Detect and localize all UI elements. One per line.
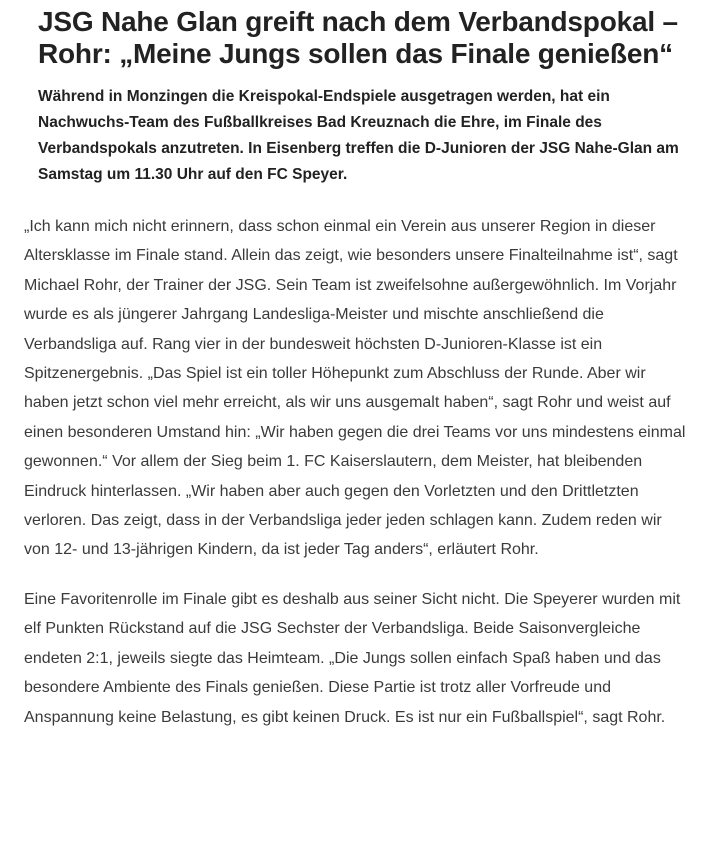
article-body: [24, 212, 690, 732]
article-headline: JSG Nahe Glan greift nach dem Verbandspokal – Rohr: „Meine Jungs sollen das Finale genießen“: [38, 6, 678, 69]
article-paragraph: „Ich kann mich nicht erinnern, dass schon einmal ein Verein aus unserer Region in dieser Altersklasse im Finale stand. Allein das zeigt, wie besonders unsere Finalteilnahme ist“, sagt Michael Rohr, der Trainer der JSG. Sein Team ist zweifelsohne außergewöhnlich. Im Vorjahr wurde es als jüngerer Jahrgang Landesliga-Meister und mischte anschließend die Verbandsliga auf. Rang vier in der bundesweit höchsten D-Junioren-Klasse ist ein Spitzenergebnis. „Das Spiel ist ein toller Höhepunkt zum Abschluss der Runde. Aber wir haben jetzt schon viel mehr erreicht, als wir uns ausgemalt haben“, sagt Rohr und weist auf einen besonderen Umstand hin: „Wir haben gegen die drei Teams vor uns mindestens einmal gewonnen.“ Vor allem der Sieg beim 1. FC Kaiserslautern, dem Meister, hat bleibenden Eindruck hinterlassen. „Wir haben aber auch gegen den Vorletzten und den Drittletzten verloren. Das zeigt, dass in der Verbandsliga jeder jeden schlagen kann. Zudem reden wir von 12- und 13-jährigen Kindern, da ist jeder Tag anders“, erläutert Rohr.: [24, 218, 686, 559]
article-lead: Während in Monzingen die Kreispokal-Endspiele ausgetragen werden, hat ein Nachwuchs-Team des Fußballkreises Bad Kreuznach die Ehre, im Finale des Verbandspokals anzutreten. In Eisenberg treffen die D-Junioren der JSG Nahe-Glan am Samstag um 11.30 Uhr auf den FC Speyer.: [38, 88, 679, 183]
article-paragraph: Eine Favoritenrolle im Finale gibt es deshalb aus seiner Sicht nicht. Die Speyerer wurden mit elf Punkten Rückstand auf die JSG Sechster der Verbandsliga. Beide Saisonvergleiche endeten 2:1, jeweils siegte das Heimteam. „Die Jungs sollen einfach Spaß haben und das besondere Ambiente des Finals genießen. Diese Partie ist trotz aller Vorfreude und Anspannung keine Belastung, es gibt keinen Druck. Es ist nur ein Fußballspiel“, sagt Rohr.: [24, 590, 681, 726]
